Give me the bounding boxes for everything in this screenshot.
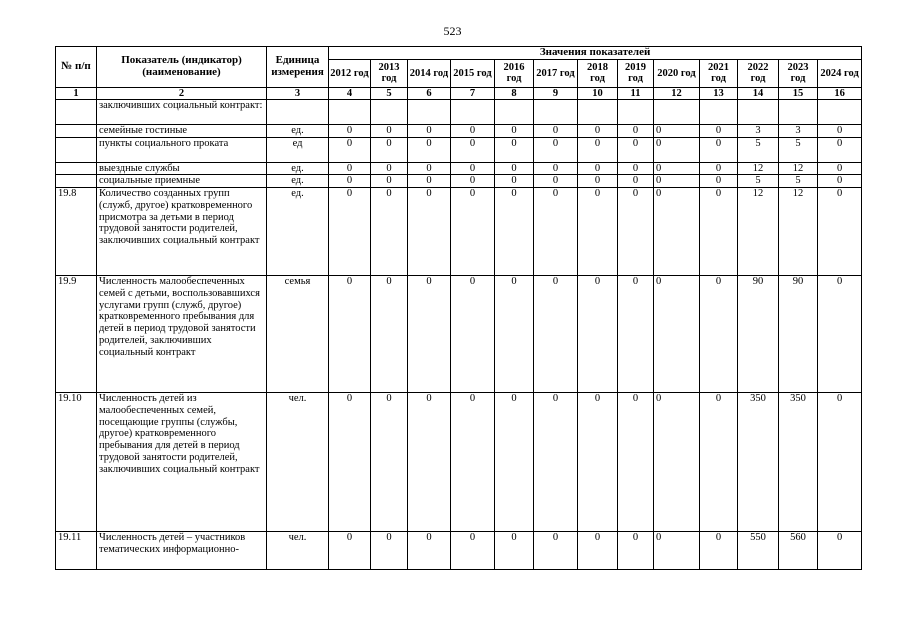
indicator-name: социальные приемные [97,175,267,188]
value-cell: 0 [495,532,534,570]
header-year: 2021 год [700,59,738,87]
indicator-name: Количество созданных групп (служб, другое) кратковременного присмотра за детьми в период трудовой занятости родителей, заключивших социальный контракт [97,188,267,276]
value-cell: 0 [818,532,862,570]
value-cell: 0 [534,188,578,276]
value-cell: 0 [371,188,408,276]
value-cell: 0 [534,162,578,175]
value-cell: 0 [329,393,371,532]
value-cell: 90 [779,276,818,393]
indicator-name: Численность детей – участников тематических информационно- [97,532,267,570]
value-cell: 12 [779,188,818,276]
value-cell [654,99,700,124]
value-cell: 0 [818,124,862,137]
value-cell: 0 [578,137,618,162]
value-cell: 3 [738,124,779,137]
column-number: 6 [408,87,451,99]
value-cell: 0 [618,188,654,276]
value-cell: 0 [495,175,534,188]
value-cell: 0 [578,162,618,175]
value-cell: 0 [451,532,495,570]
column-number: 13 [700,87,738,99]
value-cell [618,99,654,124]
table-row [56,188,862,276]
value-cell: 0 [495,276,534,393]
unit-cell [267,99,329,124]
value-cell [779,99,818,124]
header-year: 2012 год [329,59,371,87]
value-cell: 0 [534,137,578,162]
page-number: 523 [443,24,462,38]
value-cell: 0 [495,393,534,532]
value-cell: 90 [738,276,779,393]
table-row [56,162,862,175]
indicator-name: пункты социального проката [97,137,267,162]
value-cell: 0 [329,124,371,137]
value-cell: 0 [408,393,451,532]
header-year: 2023 год [779,59,818,87]
value-cell: 0 [371,162,408,175]
header-year: 2024 год [818,59,862,87]
value-cell [495,99,534,124]
value-cell: 5 [738,175,779,188]
table-row [56,532,862,570]
value-cell: 5 [779,137,818,162]
value-cell: 0 [451,137,495,162]
value-cell: 0 [495,188,534,276]
value-cell: 12 [779,162,818,175]
column-number: 3 [267,87,329,99]
value-cell: 0 [818,162,862,175]
value-cell: 0 [578,276,618,393]
value-cell: 0 [818,276,862,393]
column-number: 12 [654,87,700,99]
indicator-name: Численность детей из малообеспеченных семей, посещающие группы (службы, другое) кратковременного пребывания для детей в период трудовой занятости родителей, заключивших социальный контракт [97,393,267,532]
value-cell: 0 [371,137,408,162]
value-cell: 0 [329,188,371,276]
value-cell: 0 [700,137,738,162]
value-cell: 5 [779,175,818,188]
value-cell: 0 [451,162,495,175]
column-number: 16 [818,87,862,99]
value-cell: 0 [371,532,408,570]
value-cell [329,99,371,124]
value-cell: 0 [654,175,700,188]
value-cell: 0 [700,393,738,532]
value-cell: 350 [779,393,818,532]
value-cell: 0 [618,276,654,393]
unit-cell: семья [267,276,329,393]
value-cell: 0 [654,137,700,162]
value-cell: 0 [618,175,654,188]
indicator-name: семейные гостиные [97,124,267,137]
header-num: № п/п [56,47,97,88]
value-cell: 0 [534,532,578,570]
header-year: 2022 год [738,59,779,87]
column-number: 14 [738,87,779,99]
value-cell: 0 [654,162,700,175]
value-cell: 0 [451,175,495,188]
value-cell: 0 [818,175,862,188]
value-cell: 0 [408,137,451,162]
header-values: Значения показателей [329,47,862,60]
indicator-name: Численность малообеспеченных семей с детьми, воспользовавшихся услугами групп (служб, другое) кратковременного пребывания для детей в период трудовой занятости родителей, заключивших социальный контракт [97,276,267,393]
value-cell: 0 [329,532,371,570]
value-cell: 0 [578,124,618,137]
header-year: 2018 год [578,59,618,87]
header-unit: Единица измерения [267,47,329,88]
table-row [56,99,862,124]
value-cell: 0 [700,276,738,393]
value-cell: 0 [578,188,618,276]
value-cell: 0 [408,162,451,175]
indicator-name: заключивших социальный контракт: [97,99,267,124]
column-number: 11 [618,87,654,99]
column-number: 10 [578,87,618,99]
value-cell [738,99,779,124]
table-row [56,393,862,532]
row-number [56,124,97,137]
unit-cell: ед. [267,162,329,175]
row-number: 19.10 [56,393,97,532]
value-cell: 3 [779,124,818,137]
value-cell: 0 [654,124,700,137]
value-cell: 0 [654,393,700,532]
value-cell [371,99,408,124]
value-cell: 0 [618,532,654,570]
value-cell: 0 [408,276,451,393]
header-year: 2020 год [654,59,700,87]
value-cell: 0 [534,276,578,393]
value-cell: 0 [534,124,578,137]
table-row [56,137,862,162]
indicator-name: выездные службы [97,162,267,175]
value-cell: 0 [700,162,738,175]
value-cell: 0 [451,393,495,532]
value-cell: 0 [408,175,451,188]
table-row [56,124,862,137]
value-cell: 0 [700,124,738,137]
column-number: 7 [451,87,495,99]
column-number: 15 [779,87,818,99]
value-cell: 0 [408,532,451,570]
column-number: 4 [329,87,371,99]
value-cell: 0 [495,124,534,137]
value-cell: 0 [618,124,654,137]
unit-cell: ед. [267,124,329,137]
value-cell: 0 [578,393,618,532]
row-number [56,137,97,162]
row-number: 19.9 [56,276,97,393]
value-cell: 0 [618,137,654,162]
value-cell: 0 [700,532,738,570]
header-indicator: Показатель (индикатор) (наименование) [97,47,267,88]
header-year: 2014 год [408,59,451,87]
value-cell: 0 [618,162,654,175]
value-cell: 560 [779,532,818,570]
row-number: 19.11 [56,532,97,570]
value-cell: 0 [534,393,578,532]
value-cell: 0 [451,276,495,393]
value-cell: 350 [738,393,779,532]
header-year: 2017 год [534,59,578,87]
value-cell: 0 [818,137,862,162]
value-cell: 0 [408,188,451,276]
value-cell: 0 [578,532,618,570]
value-cell: 0 [700,188,738,276]
value-cell [578,99,618,124]
value-cell: 12 [738,188,779,276]
value-cell: 0 [654,532,700,570]
value-cell: 0 [408,124,451,137]
value-cell: 5 [738,137,779,162]
table-row [56,175,862,188]
table-row [56,276,862,393]
value-cell [700,99,738,124]
unit-cell: ед. [267,175,329,188]
value-cell: 0 [371,276,408,393]
value-cell: 0 [700,175,738,188]
value-cell: 0 [495,162,534,175]
value-cell [818,99,862,124]
value-cell: 0 [495,137,534,162]
value-cell: 550 [738,532,779,570]
value-cell: 0 [329,175,371,188]
value-cell: 0 [618,393,654,532]
unit-cell: чел. [267,532,329,570]
value-cell [451,99,495,124]
value-cell: 0 [371,175,408,188]
value-cell: 0 [329,162,371,175]
unit-cell: ед [267,137,329,162]
header-year: 2013 год [371,59,408,87]
value-cell: 0 [654,276,700,393]
unit-cell: ед. [267,188,329,276]
value-cell: 0 [451,124,495,137]
value-cell [408,99,451,124]
value-cell: 0 [578,175,618,188]
value-cell: 12 [738,162,779,175]
value-cell: 0 [371,124,408,137]
header-year: 2015 год [451,59,495,87]
header-year: 2019 год [618,59,654,87]
row-number [56,99,97,124]
row-number [56,162,97,175]
row-number [56,175,97,188]
value-cell: 0 [329,276,371,393]
value-cell: 0 [371,393,408,532]
value-cell: 0 [818,393,862,532]
value-cell: 0 [654,188,700,276]
unit-cell: чел. [267,393,329,532]
value-cell: 0 [818,188,862,276]
indicators-table [55,46,862,570]
column-number: 1 [56,87,97,99]
column-number: 2 [97,87,267,99]
row-number: 19.8 [56,188,97,276]
value-cell: 0 [534,175,578,188]
header-year: 2016 год [495,59,534,87]
value-cell: 0 [451,188,495,276]
column-number: 5 [371,87,408,99]
column-number: 8 [495,87,534,99]
value-cell [534,99,578,124]
value-cell: 0 [329,137,371,162]
column-number: 9 [534,87,578,99]
